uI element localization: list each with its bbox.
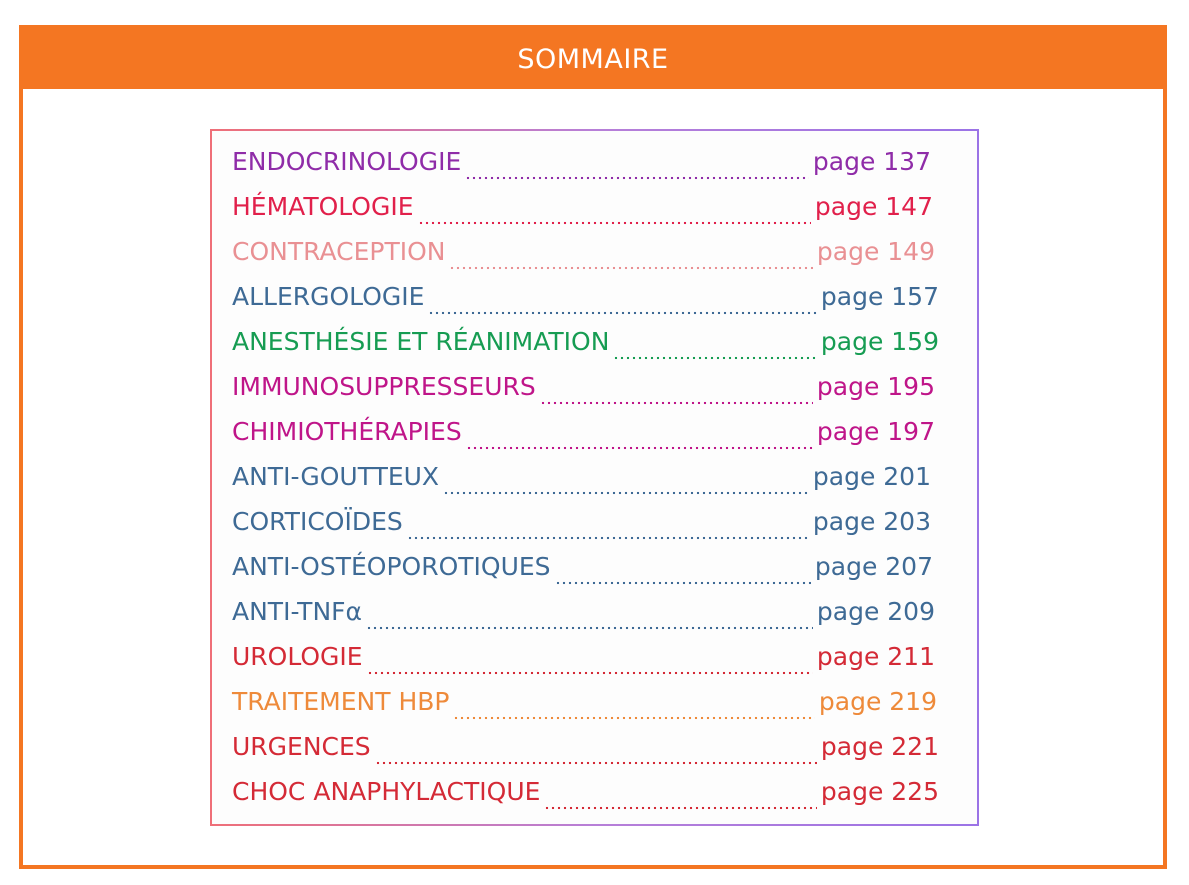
toc-entry-page: page 203 <box>812 506 931 536</box>
toc-entry-label: ALLERGOLOGIE <box>232 281 425 311</box>
toc-entry-page: page 207 <box>814 551 933 581</box>
toc-dot-leader <box>544 786 816 811</box>
toc-dot-leader <box>449 246 812 271</box>
summary-title: SOMMAIRE <box>517 43 669 75</box>
toc-entry-label: ANTI-GOUTTEUX <box>232 461 440 491</box>
toc-dot-leader <box>465 156 809 181</box>
toc-entry[interactable] <box>232 726 939 766</box>
toc-entry-label: CONTRACEPTION <box>232 236 446 266</box>
toc-dot-leader <box>466 426 813 451</box>
toc-dot-leader <box>613 336 816 361</box>
toc-entry-label: HÉMATOLOGIE <box>232 191 414 221</box>
toc-entry-label: CORTICOÏDES <box>232 506 403 536</box>
toc-entry[interactable] <box>232 141 931 181</box>
toc-entry[interactable] <box>232 681 937 721</box>
toc-dot-leader <box>366 606 813 631</box>
toc-entry-page: page 219 <box>818 686 937 716</box>
toc-entry[interactable] <box>232 636 935 676</box>
toc-dot-leader <box>540 381 813 406</box>
toc-dot-leader <box>375 741 817 766</box>
toc-entry-page: page 159 <box>820 326 939 356</box>
toc-entry-label: IMMUNOSUPPRESSEURS <box>232 371 536 401</box>
toc-entry-page: page 147 <box>814 191 933 221</box>
toc-entry-page: page 211 <box>816 641 935 671</box>
summary-header <box>23 29 1163 89</box>
toc-entry-page: page 201 <box>812 461 931 491</box>
toc-entry-page: page 149 <box>816 236 935 266</box>
summary-frame <box>19 25 1167 869</box>
toc-entry[interactable] <box>232 411 935 451</box>
toc-entry-page: page 157 <box>820 281 939 311</box>
toc-entry-label: CHIMIOTHÉRAPIES <box>232 416 462 446</box>
toc-entry-label: ANESTHÉSIE ET RÉANIMATION <box>232 326 610 356</box>
toc-entry[interactable] <box>232 501 931 541</box>
toc-entry-label: TRAITEMENT HBP <box>232 686 450 716</box>
toc-entry[interactable] <box>232 546 933 586</box>
toc-entry[interactable] <box>232 771 939 811</box>
toc-entry[interactable] <box>232 231 935 271</box>
toc-entry-label: ANTI-OSTÉOPOROTIQUES <box>232 551 551 581</box>
toc-entry-label: ENDOCRINOLOGIE <box>232 146 462 176</box>
toc-entry[interactable] <box>232 591 935 631</box>
toc-dot-leader <box>407 516 809 541</box>
toc-entry[interactable] <box>232 276 939 316</box>
toc-dot-leader <box>443 471 809 496</box>
toc-entry-page: page 197 <box>816 416 935 446</box>
toc-dot-leader <box>367 651 813 676</box>
toc-dot-leader <box>428 291 816 316</box>
toc-entry[interactable] <box>232 366 935 406</box>
toc-entry-page: page 195 <box>816 371 935 401</box>
toc-entry-label: UROLOGIE <box>232 641 363 671</box>
toc-entry-label: CHOC ANAPHYLACTIQUE <box>232 776 541 806</box>
table-of-contents <box>210 129 979 826</box>
toc-dot-leader <box>453 696 814 721</box>
toc-entry-page: page 137 <box>812 146 931 176</box>
toc-dot-leader <box>555 561 811 586</box>
toc-entry-page: page 209 <box>816 596 935 626</box>
toc-entry-label: ANTI-TNFα <box>232 596 363 626</box>
toc-entry[interactable] <box>232 321 939 361</box>
toc-entry-page: page 221 <box>820 731 939 761</box>
toc-entry[interactable] <box>232 456 931 496</box>
toc-entry-page: page 225 <box>820 776 939 806</box>
toc-entry-label: URGENCES <box>232 731 371 761</box>
toc-entry[interactable] <box>232 186 933 226</box>
toc-dot-leader <box>418 201 811 226</box>
